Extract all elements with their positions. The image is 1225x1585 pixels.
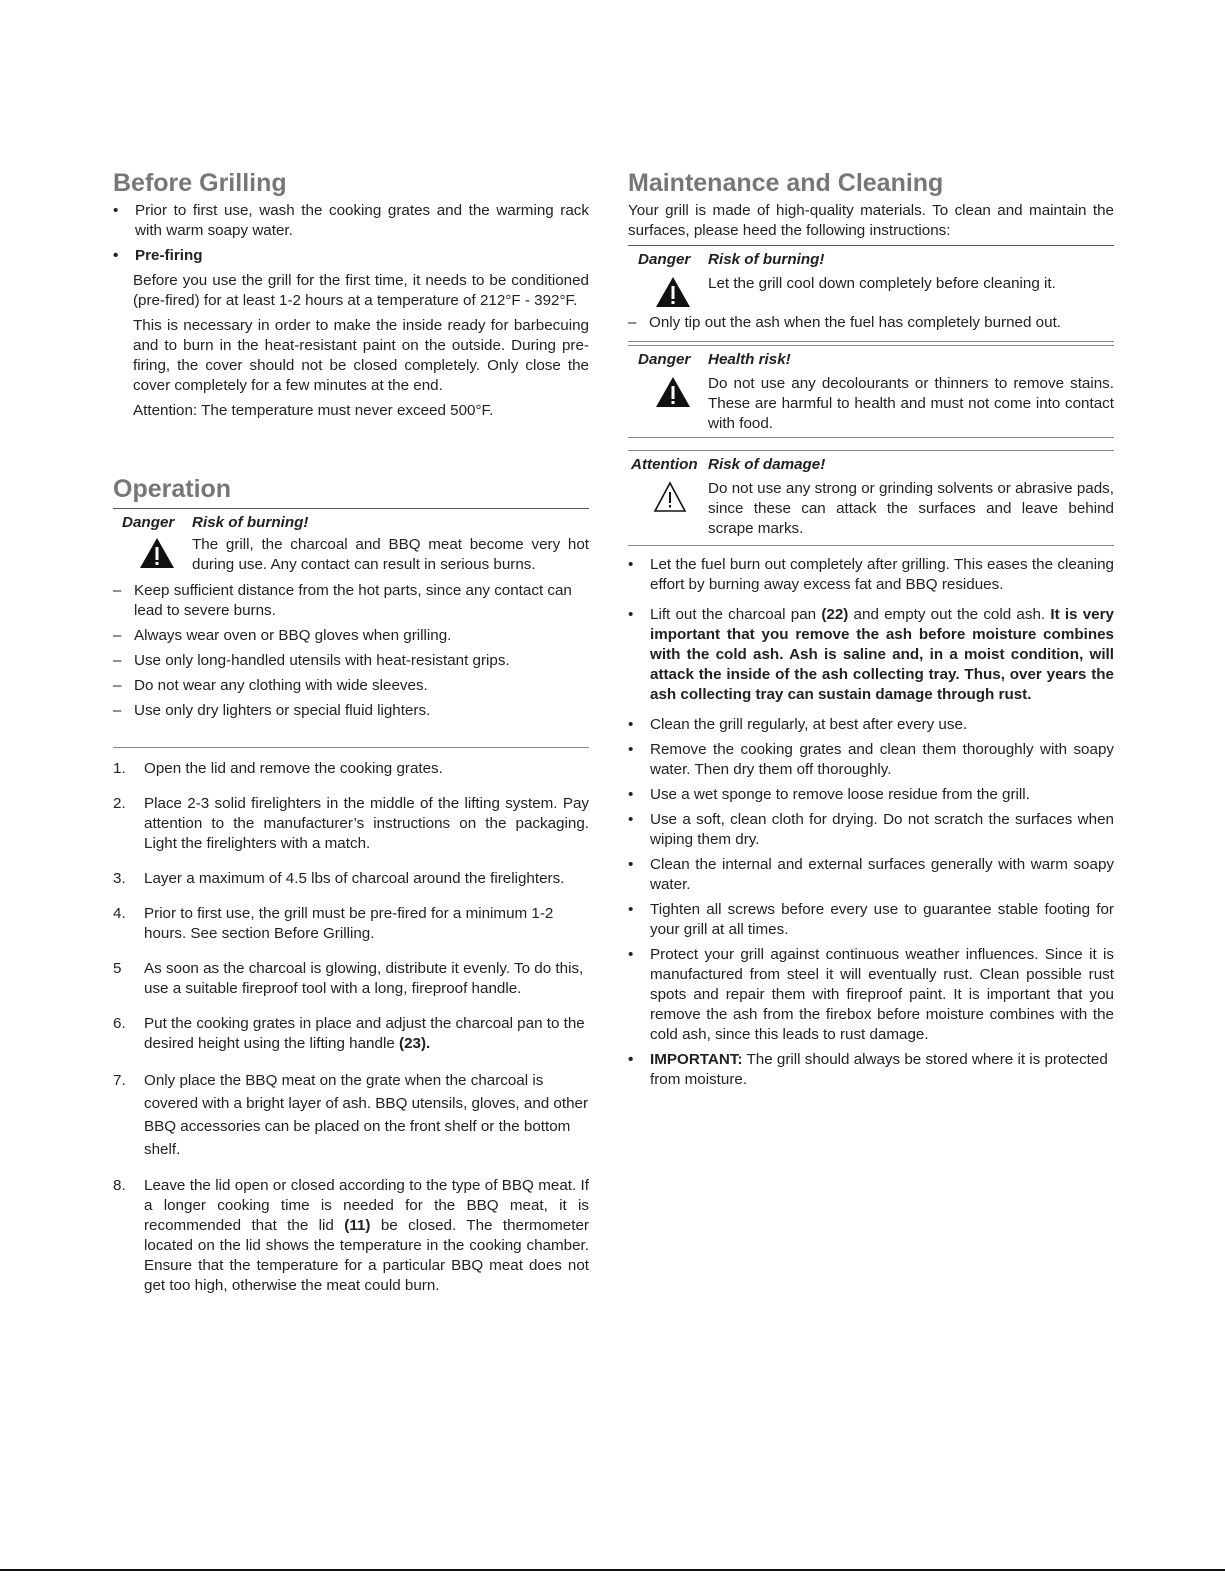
warning-text: Let the grill cool down completely before cleaning it. <box>708 275 1056 292</box>
list-item: 1. Open the lid and remove the cooking grates. <box>113 760 443 777</box>
warning-label: Danger <box>638 351 691 368</box>
list-item: – Use only dry lighters or special fluid lighters. <box>113 702 431 719</box>
list-item: 4. Prior to first use, the grill must be pre-fired for a minimum 1-2 hours. See section Before Grilling. <box>113 905 554 942</box>
warning-title: Health risk! <box>708 351 791 368</box>
warning-label: Attention <box>631 456 698 473</box>
list-item: – Always wear oven or BBQ gloves when grilling. <box>113 627 452 644</box>
maintenance-heading: Maintenance and Cleaning <box>628 169 944 197</box>
operation-heading: Operation <box>113 475 232 503</box>
warning-text: Do not use any strong or grinding solvents or abrasive pads, since these can attack the surfaces and leave behind scrape marks. <box>708 480 1114 537</box>
before-grilling-heading: Before Grilling <box>113 169 287 197</box>
divider <box>628 437 1114 438</box>
cleaning-list <box>628 555 1114 1090</box>
list-item: • IMPORTANT: The grill should always be stored where it is protected from moisture. <box>628 1051 1108 1088</box>
list-item: 3. Layer a maximum of 4.5 lbs of charcoal around the firelighters. <box>113 870 565 887</box>
divider <box>628 341 1114 342</box>
left-column <box>113 168 589 1296</box>
warning-text: The grill, the charcoal and BBQ meat become very hot during use. Any contact can result in serious burns. <box>192 536 589 573</box>
list-item: • Use a wet sponge to remove loose residue from the grill. <box>628 786 1030 803</box>
warning-box <box>628 250 1114 308</box>
list-item: – Do not wear any clothing with wide sleeves. <box>113 677 428 694</box>
list-item: • Pre-firing <box>113 247 203 264</box>
warning-label: Danger <box>638 251 691 268</box>
warning-box <box>628 350 1114 434</box>
list-item: – Keep sufficient distance from the hot parts, since any contact can lead to severe burns. <box>113 582 572 619</box>
warning-box <box>113 513 589 575</box>
warning-title: Risk of damage! <box>708 456 826 473</box>
list-item: • Remove the cooking grates and clean them thoroughly with soapy water. Then dry them off thoroughly. <box>628 741 1114 778</box>
attention-paragraph: Attention: The temperature must never exceed 500°F. <box>133 402 494 419</box>
footer-rule <box>0 1569 1225 1571</box>
divider <box>113 508 589 509</box>
list-item: • Prior to first use, wash the cooking grates and the warming rack with warm soapy water. <box>113 202 589 239</box>
danger-triangle-icon <box>122 535 192 575</box>
divider <box>113 747 589 748</box>
divider <box>628 245 1114 246</box>
warning-box <box>628 455 1114 539</box>
list-item: – Only tip out the ash when the fuel has completely burned out. <box>628 314 1062 331</box>
list-item: • Tighten all screws before every use to guarantee stable footing for your grill at all times. <box>628 901 1114 938</box>
list-item: 8. Leave the lid open or closed according to the type of BBQ meat. If a longer cooking time is needed for the BBQ meat, it is recommended that the lid (11) be closed. The thermometer located on the lid shows the temperature in the cooking chamber. Ensure that the temperature for a particular BBQ meat does not get too high, otherwise the meat could burn. <box>113 1177 589 1294</box>
list-item: 2. Place 2-3 solid firelighters in the middle of the lifting system. Pay attention to the manufacturer’s instructions on the packaging. Light the firelighters with a match. <box>113 795 589 852</box>
warning-text: Do not use any decolourants or thinners to remove stains. These are harmful to health and must not come into contact with food. <box>708 375 1114 432</box>
danger-triangle-icon <box>638 274 708 308</box>
prefiring-paragraph: Before you use the grill for the first time, it needs to be conditioned (pre-fired) for at least 1-2 hours at a temperature of 212°F - 392°F. <box>133 272 589 309</box>
dash-list <box>113 581 589 721</box>
divider <box>628 545 1114 546</box>
list-item: 6. Put the cooking grates in place and adjust the charcoal pan to the desired height using the lifting handle (23). <box>113 1015 585 1052</box>
right-column <box>628 168 1114 1090</box>
important-label: IMPORTANT: <box>650 1051 743 1068</box>
divider <box>628 345 1114 346</box>
intro-paragraph: Your grill is made of high-quality materials. To clean and maintain the surfaces, please heed the following instructions: <box>628 202 1114 239</box>
warning-title: Risk of burning! <box>708 251 825 268</box>
list-item: • Clean the grill regularly, at best after every use. <box>628 716 968 733</box>
list-item: 7. Only place the BBQ meat on the grate when the charcoal is covered with a bright layer of ash. BBQ utensils, gloves, and other BBQ accessories can be placed on the front shelf or the bottom shelf. <box>113 1072 589 1158</box>
list-item: • Use a soft, clean cloth for drying. Do not scratch the surfaces when wiping them dry. <box>628 811 1114 848</box>
prefiring-title: Pre-firing <box>135 247 203 264</box>
steps-list <box>113 759 589 1296</box>
warning-title: Risk of burning! <box>192 514 309 531</box>
warning-label: Danger <box>122 514 175 531</box>
list-item: • Let the fuel burn out completely after grilling. This eases the cleaning effort by burning away excess fat and BBQ residues. <box>628 556 1114 593</box>
prefiring-paragraph: This is necessary in order to make the inside ready for barbecuing and to burn in the heat-resistant paint on the outside. During pre-firing, the cover should not be closed completely. Only close the cover completely for a few minutes at the end. <box>133 317 589 394</box>
list-item: 5 As soon as the charcoal is glowing, distribute it evenly. To do this, use a suitable fireproof tool with a long, fireproof handle. <box>113 960 584 997</box>
danger-triangle-icon <box>638 374 708 434</box>
list-item: – Use only long-handled utensils with heat-resistant grips. <box>113 652 510 669</box>
list-item: • Protect your grill against continuous weather influences. Since it is manufactured from steel it will eventually rust. Clean possible rust spots and repair them with fireproof paint. It is important that you remove the ash from the firebox before moisture combines with the cold ash, since this leads to rust damage. <box>628 946 1114 1043</box>
list-item: • Lift out the charcoal pan (22) and empty out the cold ash. It is very important that you remove the ash before moisture combines with the cold ash. Ash is saline and, in a moist condition, will attack the inside of the ash collecting tray. Thus, over years the ash collecting tray can sustain damage through rust. <box>628 606 1114 703</box>
divider <box>628 450 1114 451</box>
list-item: • Clean the internal and external surfaces generally with warm soapy water. <box>628 856 1114 893</box>
caution-triangle-icon <box>631 479 708 539</box>
